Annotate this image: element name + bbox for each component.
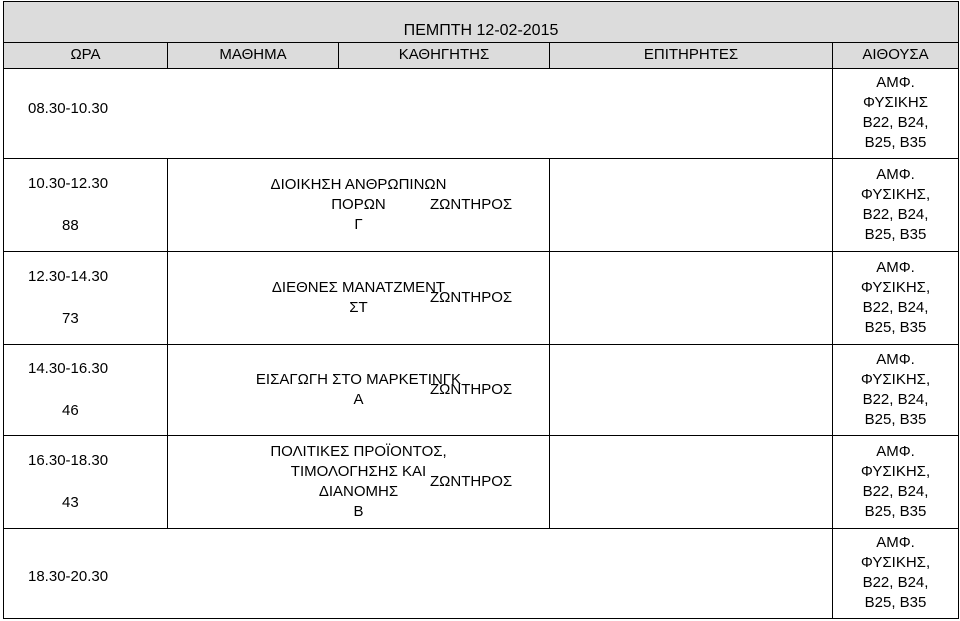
professor-name: ΖΩΝΤΗΡΟΣ [430,196,513,214]
time-slot: 14.30-16.30 [28,360,109,378]
room-cell [833,528,959,618]
time-cell [4,252,168,344]
header-course: ΜΑΘΗΜΑ [168,43,339,69]
room-line: Β22, Β24, [862,482,929,500]
time-cell [4,436,168,528]
room-line: ΑΜΦ. [876,166,915,184]
schedule-date: ΠΕΜΠΤΗ 12-02-2015 [4,2,959,43]
room-cell [833,344,959,435]
room-line: ΦΥΣΙΚΗΣ, [860,279,931,297]
table-row [4,159,959,252]
header-row [4,43,959,69]
room-line: Β22, Β24, [862,206,929,224]
room-line: Β25, Β35 [864,134,927,152]
room-line: ΦΥΣΙΚΗΣ, [860,462,931,480]
student-count: 46 [62,402,79,420]
professor-cell [430,159,833,252]
course-line: Γ [354,216,363,234]
room-line: ΑΜΦ. [876,74,915,92]
room-line: ΑΜΦ. [876,534,915,552]
time-slot: 12.30-14.30 [28,268,109,286]
room-line: ΑΜΦ. [876,442,915,460]
room-line: Β22, Β24, [862,574,929,592]
professor-name: ΖΩΝΤΗΡΟΣ [430,289,513,307]
time-slot: 18.30-20.30 [28,568,109,586]
course-line: ΔΙΕΘΝΕΣ ΜΑΝΑΤΖΜΕΝΤ [271,279,446,297]
student-count: 73 [62,310,79,328]
room-line: Β25, Β35 [864,502,927,520]
professor-cell [430,436,833,528]
course-line: ΠΟΡΩΝ [331,196,386,214]
course-line: ΤΙΜΟΛΟΓΗΣΗΣ ΚΑΙ [290,462,427,480]
time-slot: 08.30-10.30 [28,100,109,118]
room-line: Β25, Β35 [864,411,927,429]
professor-cell [430,252,833,344]
room-line: Β22, Β24, [862,391,929,409]
room-line: Β25, Β35 [864,319,927,337]
table-row [4,252,959,344]
professor-name: ΖΩΝΤΗΡΟΣ [430,381,513,399]
room-cell [833,68,959,158]
table-row [4,436,959,528]
student-count: 88 [62,217,79,235]
course-line: ΔΙΟΙΚΗΣΗ ΑΝΘΡΩΠΙΝΩΝ [270,176,447,194]
course-line: Α [353,391,364,409]
header-supervisors: ΕΠΙΤΗΡΗΤΕΣ [550,43,833,69]
room-line: ΦΥΣΙΚΗΣ, [860,186,931,204]
room-line: ΦΥΣΙΚΗΣ, [860,554,931,572]
course-line: ΔΙΑΝΟΜΗΣ [318,482,399,500]
time-slot: 10.30-12.30 [28,175,109,193]
header-room: ΑΙΘΟΥΣΑ [833,43,959,69]
professor-cell [430,344,833,435]
room-line: ΑΜΦ. [876,351,915,369]
time-cell [4,159,168,252]
course-line: Β [353,502,364,520]
room-line: Β22, Β24, [862,299,929,317]
course-line: ΕΙΣΑΓΩΓΗ ΣΤΟ ΜΑΡΚΕΤΙΝΓΚ [255,371,462,389]
student-count: 43 [62,493,79,511]
time-cell [4,68,833,158]
room-cell [833,436,959,528]
room-line: Β22, Β24, [862,114,929,132]
table-row [4,528,959,618]
room-line: ΦΥΣΙΚΗΣ, [860,371,931,389]
table-row [4,68,959,158]
course-line: ΣΤ [349,299,368,317]
room-line: ΦΥΣΙΚΗΣ [862,94,929,112]
course-line: ΠΟΛΙΤΙΚΕΣ ΠΡΟΪΟΝΤΟΣ, [270,442,447,460]
time-cell [4,528,833,618]
room-cell [833,159,959,252]
room-line: ΑΜΦ. [876,259,915,277]
table-row [4,344,959,435]
room-cell [833,252,959,344]
room-line: Β25, Β35 [864,594,927,612]
header-professor: ΚΑΘΗΓΗΤΗΣ [339,43,550,69]
time-cell [4,344,168,435]
exam-schedule-table [3,1,959,619]
room-line: Β25, Β35 [864,226,927,244]
professor-name: ΖΩΝΤΗΡΟΣ [430,472,513,490]
time-slot: 16.30-18.30 [28,451,109,469]
header-time: ΩΡΑ [4,43,168,69]
